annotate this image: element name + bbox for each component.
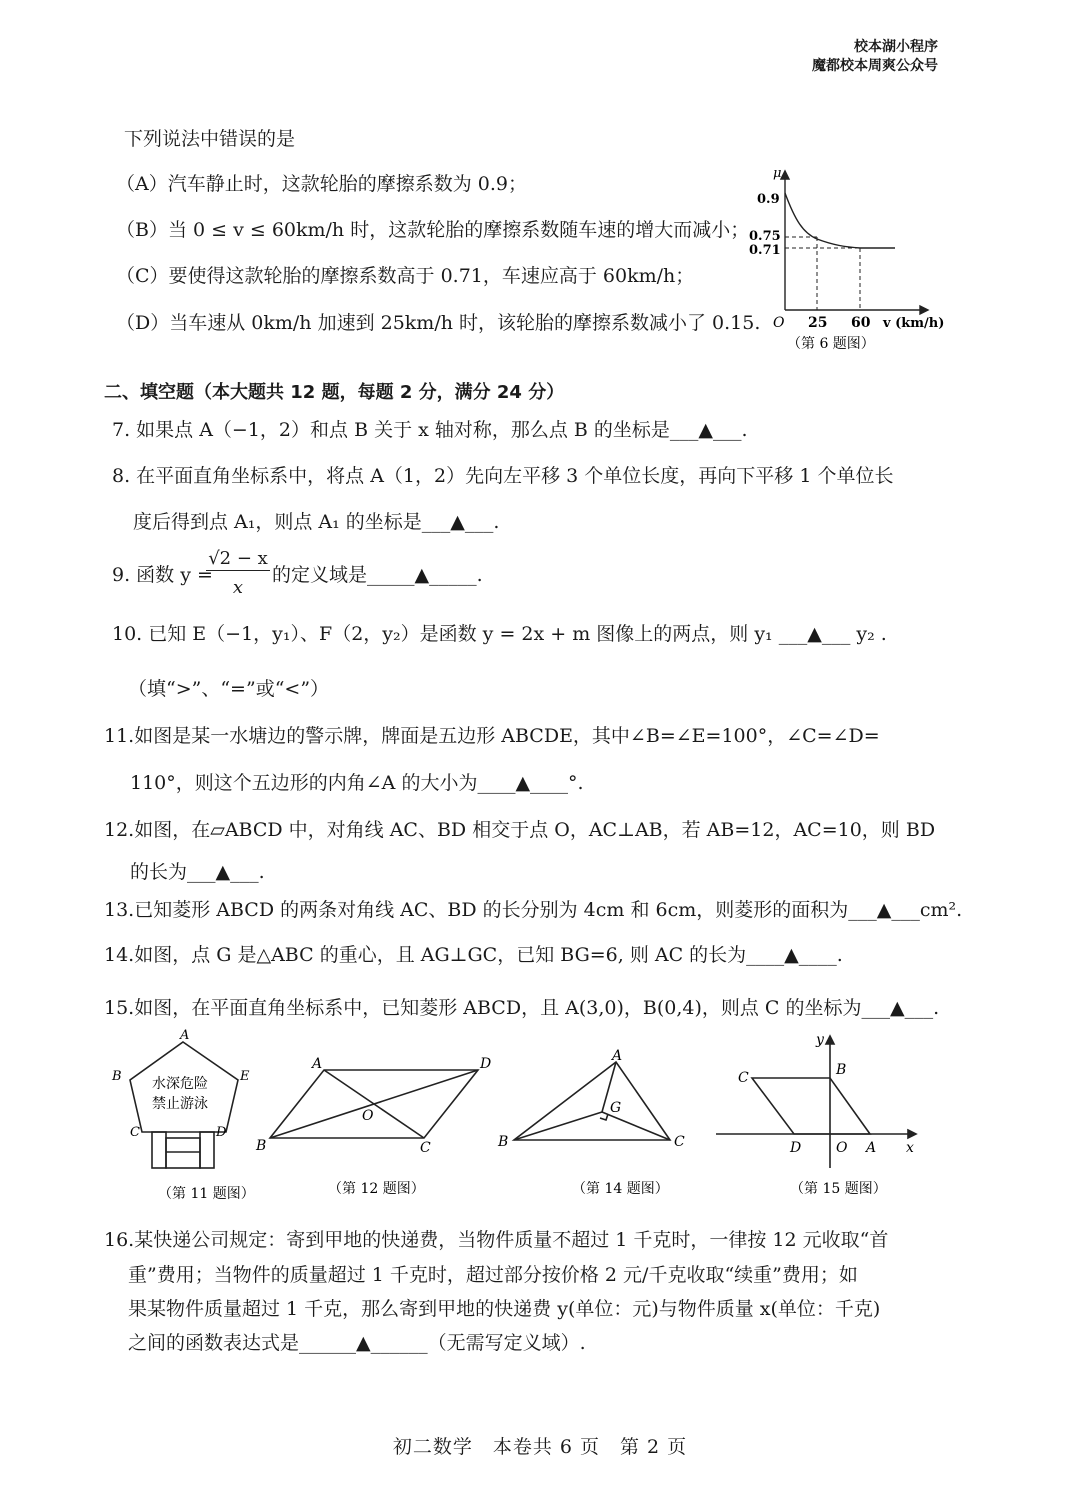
tick-25: 25 [808,315,828,331]
q6-friction-graph [745,165,955,360]
fig14-caption: （第 14 题图） [572,1181,669,1197]
question-10-line2: （填“>”、“=”或“<”） [128,678,330,700]
question-8-line1: 8. 在平面直角坐标系中，将点 A（1，2）先向左平移 3 个单位长度，再向下平移 1 个单位长 [112,465,894,487]
fig11-sign-text-2: 禁止游泳 [152,1096,208,1112]
tick-0.75: 0.75 [749,229,781,244]
fig15-caption: （第 15 题图） [790,1181,887,1197]
question-12-line2: 的长为___▲___. [130,861,265,883]
question-9-suffix: 的定义域是_____▲_____. [272,564,483,586]
fig12-label-d: D [480,1056,492,1072]
header-line1: 校本湖小程序 [854,39,938,55]
question-8-line2: 度后得到点 A₁，则点 A₁ 的坐标是___▲___. [133,511,500,533]
fig15-label-c: C [738,1070,749,1086]
mu-axis-label: μ [773,166,782,181]
section-2-title: 二、填空题（本大题共 12 题，每题 2 分，满分 24 分） [104,382,565,403]
q6-option-c: （C）要使得这款轮胎的摩擦系数高于 0.71，车速应高于 60km/h； [116,265,695,287]
fig15-y-axis-label: y [816,1032,824,1048]
question-14: 14.如图，点 G 是△ABC 的重心，且 AG⊥GC，已知 BG=6, 则 AC 的长为____▲____. [104,944,843,966]
question-9-prefix: 9. 函数 y = [112,564,213,586]
fig11-label-a: A [180,1028,190,1043]
question-13: 13.已知菱形 ABCD 的两条对角线 AC、BD 的长分别为 4cm 和 6cm，则菱形的面积为___▲___cm². [104,899,963,921]
fig12-label-b: B [256,1138,267,1154]
v-axis-label: v (km/h) [883,316,945,331]
fig12-label-c: C [420,1140,431,1156]
fig6-caption: （第 6 题图） [787,336,875,352]
question-12-line1: 12.如图，在▱ABCD 中，对角线 AC、BD 相交于点 O，AC⊥AB，若 AB=12，AC=10，则 BD [104,819,936,841]
q6-option-d: （D）当车速从 0km/h 加速到 25km/h 时，该轮胎的摩擦系数减小了 0.15. [116,312,761,334]
header-line2: 魔都校本周爽公众号 [812,58,938,74]
question-16-line3: 果某物件质量超过 1 千克，那么寄到甲地的快递费 y(单位：元)与物件质量 x(单位：千克) [128,1298,881,1320]
fig14-label-b: B [498,1134,509,1150]
fig11-sign-text-1: 水深危险 [152,1076,208,1092]
fig11-caption: （第 11 题图） [158,1186,255,1202]
fig12-label-o: O [362,1108,374,1124]
fig12-caption: （第 12 题图） [328,1181,425,1197]
fig12-parallelogram [252,1050,502,1200]
fig11-label-e: E [240,1069,250,1084]
question-7: 7. 如果点 A（−1，2）和点 B 关于 x 轴对称，那么点 B 的坐标是___▲___. [112,419,748,441]
tick-60: 60 [851,315,871,331]
fig15-x-axis-label: x [906,1140,914,1156]
fig14-label-a: A [612,1048,623,1064]
fig14-label-g: G [610,1100,622,1116]
question-11-line1: 11.如图是某一水塘边的警示牌，牌面是五边形 ABCDE，其中∠B=∠E=100°，∠C=∠D= [104,725,880,747]
fig11-label-c: C [130,1125,140,1140]
fig15-label-d: D [790,1140,802,1156]
q9-fraction-denominator: x [232,577,244,598]
question-15: 15.如图，在平面直角坐标系中，已知菱形 ABCD，且 A(3,0)，B(0,4)，则点 C 的坐标为___▲___. [104,997,940,1019]
question-16-line4: 之间的函数表达式是______▲______（无需写定义域）. [128,1332,586,1354]
fig15-label-b: B [836,1062,847,1078]
question-11-line2: 110°，则这个五边形的内角∠A 的大小为____▲____°. [130,772,584,794]
q6-option-a: （A）汽车静止时，这款轮胎的摩擦系数为 0.9； [116,173,527,195]
fig12-label-a: A [312,1056,323,1072]
tick-0.71: 0.71 [749,243,781,258]
tick-0.9: 0.9 [757,192,780,207]
question-10-line1: 10. 已知 E（−1，y₁）、F（2，y₂）是函数 y = 2x + m 图像上的两点，则 y₁ ___▲___ y₂ . [112,623,887,645]
fig15-label-o: O [836,1140,848,1156]
q6-option-b: （B）当 0 ≤ v ≤ 60km/h 时，这款轮胎的摩擦系数随车速的增大而减小； [116,219,750,241]
question-16-line2: 重”费用；当物件的质量超过 1 千克时，超过部分按价格 2 元/千克收取“续重”费用；如 [128,1264,858,1286]
q6-stem: 下列说法中错误的是 [124,128,296,150]
fig11-warning-sign [108,1028,258,1203]
fig11-label-d: D [216,1125,227,1140]
origin-label: O [773,315,785,331]
fig15-label-a: A [866,1140,877,1156]
fig14-triangle [494,1046,694,1200]
fig11-label-b: B [112,1069,122,1084]
q9-fraction-numerator: √2 − x [206,548,270,571]
page-footer: 初二数学 本卷共 6 页 第 2 页 [392,1436,688,1458]
question-16-line1: 16.某快递公司规定：寄到甲地的快递费，当物件质量不超过 1 千克时，一律按 12 元收取“首 [104,1229,889,1251]
fig14-label-c: C [674,1134,685,1150]
fig15-rhombus-axes [712,1028,927,1200]
